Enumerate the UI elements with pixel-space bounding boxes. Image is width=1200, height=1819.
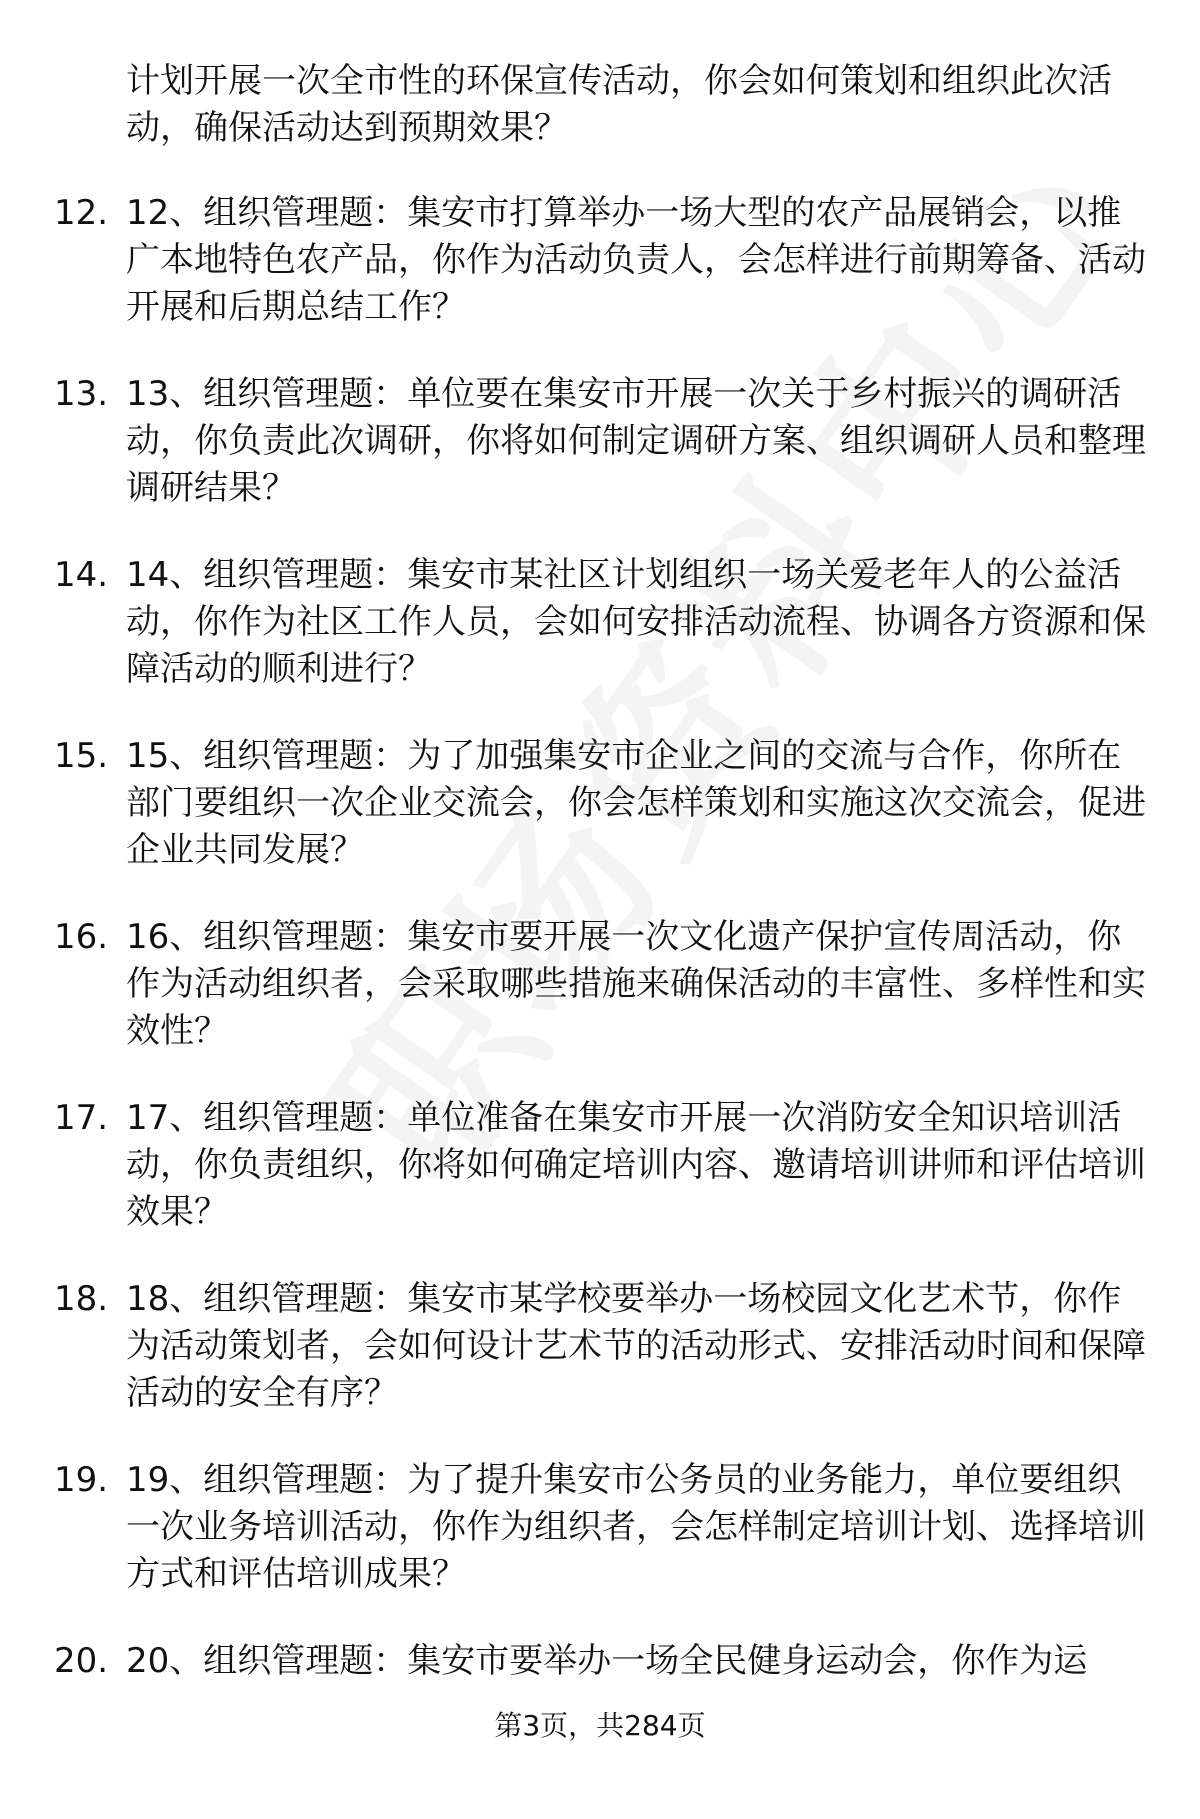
question-item-18 [0, 1276, 1200, 1457]
question-item-17 [0, 1095, 1200, 1276]
question-text: 16、组织管理题：集安市要开展一次文化遗产保护宣传周活动，你作为活动组织者，会采取哪些措施来确保活动的丰富性、多样性和实效性？ [126, 917, 1146, 1051]
question-text: 20、组织管理题：集安市要举办一场全民健身运动会，你作为运 [126, 1641, 1088, 1681]
question-item-16 [0, 914, 1200, 1095]
question-text: 15、组织管理题：为了加强集安市企业之间的交流与合作，你所在部门要组织一次企业交流会，你会怎样策划和实施这次交流会，促进企业共同发展？ [126, 736, 1146, 870]
question-number: 14. [54, 555, 109, 595]
question-item-19 [0, 1457, 1200, 1638]
question-number: 15. [54, 736, 109, 776]
question-text: 18、组织管理题：集安市某学校要举办一场校园文化艺术节，你作为活动策划者，会如何设计艺术节的活动形式、安排活动时间和保障活动的安全有序？ [126, 1279, 1146, 1413]
question-number: 20. [54, 1641, 109, 1681]
question-list [0, 190, 1200, 1819]
question-item-12 [0, 190, 1200, 371]
question-text: 17、组织管理题：单位准备在集安市开展一次消防安全知识培训活动，你负责组织，你将如何确定培训内容、邀请培训讲师和评估培训效果？ [126, 1098, 1146, 1232]
question-text: 14、组织管理题：集安市某社区计划组织一场关爱老年人的公益活动，你作为社区工作人员，会如何安排活动流程、协调各方资源和保障活动的顺利进行？ [126, 555, 1146, 689]
question-number: 16. [54, 917, 109, 957]
question-text: 19、组织管理题：为了提升集安市公务员的业务能力，单位要组织一次业务培训活动，你作为组织者，会怎样制定培训计划、选择培训方式和评估培训成果？ [126, 1460, 1146, 1594]
question-item-13 [0, 371, 1200, 552]
question-number: 12. [54, 193, 109, 233]
question-number: 19. [54, 1460, 109, 1500]
question-number: 13. [54, 374, 109, 414]
question-item-14 [0, 552, 1200, 733]
question-number: 17. [54, 1098, 109, 1138]
question-item-15 [0, 733, 1200, 914]
intro-paragraph: 计划开展一次全市性的环保宣传活动，你会如何策划和组织此次活动，确保活动达到预期效果？ [126, 61, 1112, 148]
question-number: 18. [54, 1279, 109, 1319]
question-text: 13、组织管理题：单位要在集安市开展一次关于乡村振兴的调研活动，你负责此次调研，你将如何制定调研方案、组织调研人员和整理调研结果？ [126, 374, 1146, 508]
page-footer: 第3页，共284页 [494, 1709, 706, 1742]
question-text: 12、组织管理题：集安市打算举办一场大型的农产品展销会，以推广本地特色农产品，你作为活动负责人，会怎样进行前期筹备、活动开展和后期总结工作？ [126, 193, 1146, 327]
